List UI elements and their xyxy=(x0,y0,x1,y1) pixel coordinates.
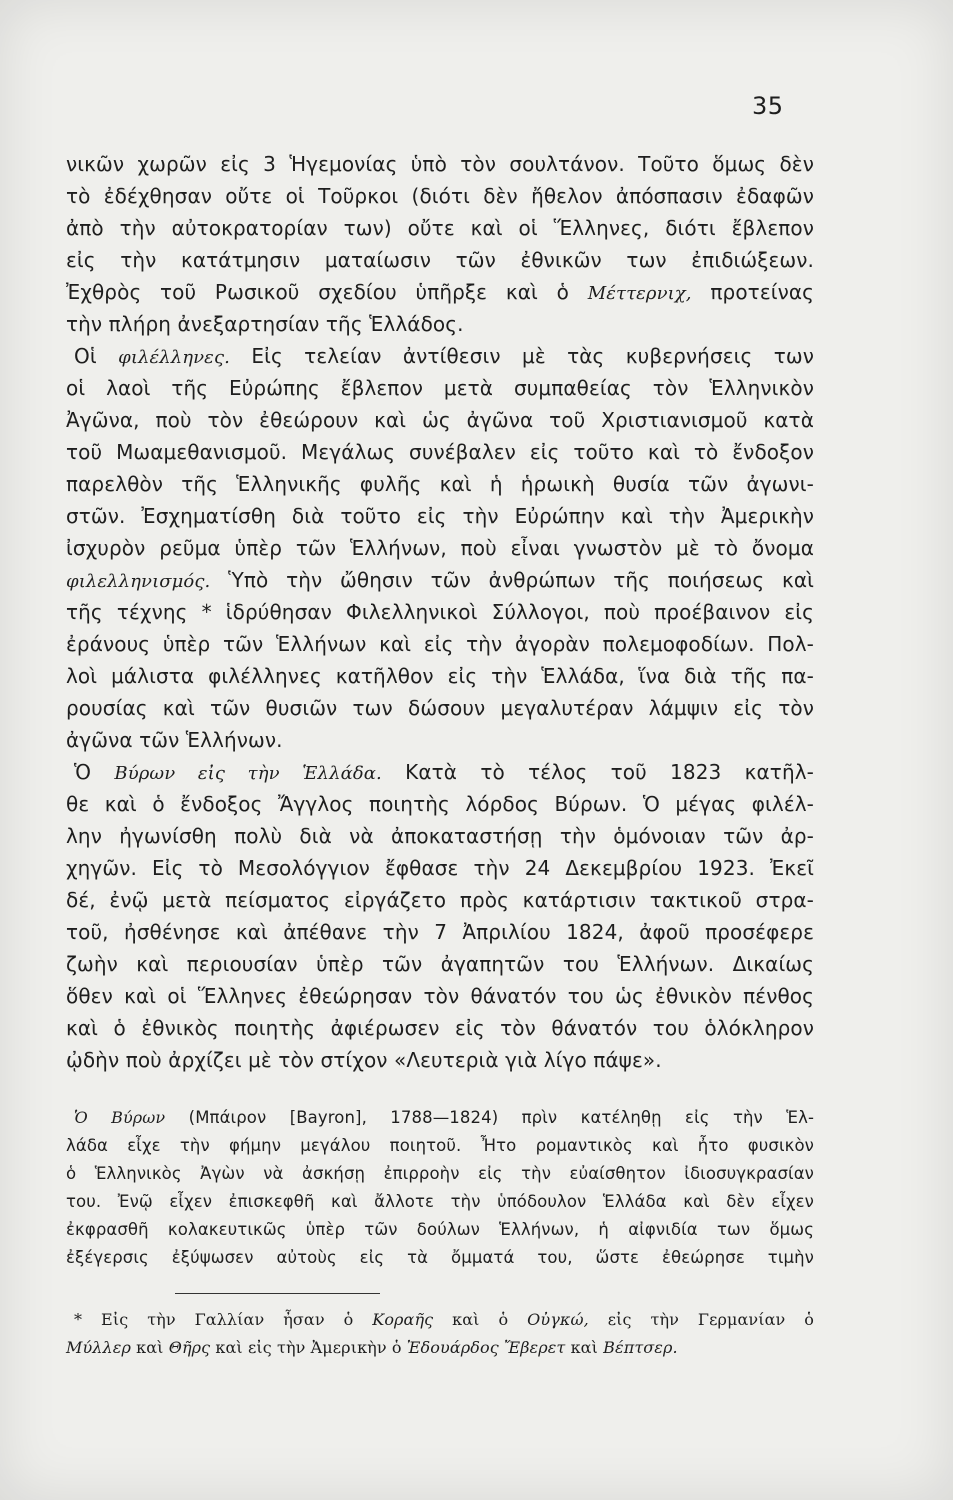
text-line: ἐράνους ὑπὲρ τῶν Ἑλλήνων καὶ εἰς τὴν ἀγορὰν πολεμοφοδίων. Πολ- xyxy=(66,632,814,656)
text-line: παρελθὸν τῆς Ἑλληνικῆς φυλῆς καὶ ἡ ἡρωικὴ θυσία τῶν ἀγωνι- xyxy=(66,472,814,496)
text-line: οἱ λαοὶ τῆς Εὐρώπης ἔβλεπον μετὰ συμπαθείας τὸν Ἑλληνικὸν xyxy=(66,376,814,400)
text-line: καὶ ὁ ἐθνικὸς ποιητὴς ἀφιέρωσεν εἰς τὸν θάνατόν του ὁλόκληρον xyxy=(66,1016,814,1040)
footnote-line xyxy=(66,1306,814,1334)
note-line: λάδα εἶχε τὴν φήμην μεγάλου ποιητοῦ. Ἦτο ρομαντικὸς καὶ ἦτο φυσικὸν xyxy=(66,1136,814,1155)
text-line: ὅθεν καὶ οἱ Ἕλληνες ἐθεώρησαν τὸν θάνατόν του ὡς ἐθνικὸν πένθος xyxy=(66,984,814,1008)
text-line xyxy=(66,564,814,596)
text-run: καὶ ὁ xyxy=(452,1310,509,1329)
text-run: Οἱ xyxy=(74,344,97,368)
text-run: Ὑπὸ τὴν ὤθησιν τῶν ἀνθρώπων τῆς ποιήσεως καὶ xyxy=(228,568,814,592)
text-line: θε καὶ ὁ ἔνδοξος Ἄγγλος ποιητὴς λόρδος Βύρων. Ὁ μέγας φιλέλ- xyxy=(66,792,814,816)
note-heading: Ὁ Βύρων xyxy=(74,1108,166,1127)
page-number: 35 xyxy=(752,92,784,120)
text-line: τὴν πλήρη ἀνεξαρτησίαν τῆς Ἑλλάδος. xyxy=(66,312,464,336)
text-line xyxy=(66,756,814,788)
footnote-line xyxy=(66,1334,814,1362)
text-line: ἀγῶνα τῶν Ἑλλήνων. xyxy=(66,728,283,752)
text-line: ἰσχυρὸν ρεῦμα ὑπὲρ τῶν Ἑλλήνων, ποὺ εἶναι γνωστὸν μὲ τὸ ὄνομα xyxy=(66,536,814,560)
footnote-divider xyxy=(175,1293,380,1294)
text-line: ζωὴν καὶ περιουσίαν ὑπὲρ τῶν ἀγαπητῶν του Ἑλλήνων. Δικαίως xyxy=(66,952,814,976)
text-run: (Μπάιρον [Bayron], 1788—1824) πρὶν κατέληθῃ εἰς τὴν Ἑλ- xyxy=(188,1108,815,1127)
name-hugo: Οὐγκώ, xyxy=(527,1310,589,1329)
section-heading-byron: Βύρων εἰς τὴν Ἑλλάδα. xyxy=(114,763,382,784)
text-line: ρουσίας καὶ τῶν θυσιῶν των δώσουν μεγαλυτέραν λάμψιν εἰς τὸν xyxy=(66,696,814,720)
text-line: εἰς τὴν κατάτμησιν ματαίωσιν τῶν ἐθνικῶν των ἐπιδιώξεων. xyxy=(66,248,814,272)
text-run: Ὁ xyxy=(74,760,92,784)
note-line: ἐκφρασθῆ κολακευτικῶς ὑπὲρ τῶν δούλων Ἑλλήνων, ἡ αἰφνιδία των ὅμως xyxy=(66,1220,814,1239)
text-line: στῶν. Ἐσχηματίσθη διὰ τοῦτο εἰς τὴν Εὐρώπην καὶ τὴν Ἀμερικὴν xyxy=(66,504,814,528)
text-run: καὶ xyxy=(570,1338,598,1357)
note-line: ὁ Ἑλληνικὸς Ἀγὼν νὰ ἀσκήσῃ ἐπιρροὴν εἰς τὴν εὐαίσθητον ἰδιοσυγκρασίαν xyxy=(66,1164,814,1183)
text-run: καὶ εἰς τὴν Ἀμερικὴν ὁ xyxy=(215,1338,402,1357)
text-run: προτείνας xyxy=(710,280,814,304)
text-line: λην ἠγωνίσθη πολὺ διὰ νὰ ἀποκαταστήσῃ τὴν ὁμόνοιαν τῶν ἀρ- xyxy=(66,824,814,848)
text-run: Εἰς τελείαν ἀντίθεσιν μὲ τὰς κυβερνήσεις των xyxy=(251,344,814,368)
term-philhellenism: φιλελληνισμός. xyxy=(66,571,211,592)
name-edward: Ἐδουάρδος xyxy=(406,1338,499,1357)
text-line: χηγῶν. Εἰς τὸ Μεσολόγγιον ἔφθασε τὴν 24 Δεκεμβρίου 1923. Ἐκεῖ xyxy=(66,856,814,880)
name-beecher: Βέπτσερ. xyxy=(603,1338,678,1357)
text-line: ἀπὸ τὴν αὐτοκρατορίαν των) οὔτε καὶ οἱ Ἕλληνες, διότι ἔβλεπον xyxy=(66,216,814,240)
text-run: εἰς τὴν Γερμανίαν ὁ xyxy=(607,1310,814,1329)
text-run: * Εἰς τὴν Γαλλίαν ἦσαν ὁ xyxy=(74,1310,354,1329)
text-line: τὸ ἐδέχθησαν οὔτε οἱ Τοῦρκοι (διότι δὲν ἤθελον ἀπόσπασιν ἐδαφῶν xyxy=(66,184,814,208)
name-korais: Κοραῆς xyxy=(372,1310,434,1329)
text-line xyxy=(66,276,814,308)
name-thiers: Θῆρς xyxy=(168,1338,211,1357)
section-heading-philhellenes: φιλέλληνες. xyxy=(118,347,230,368)
text-line: νικῶν χωρῶν εἰς 3 Ἡγεμονίας ὑπὸ τὸν σουλτάνον. Τοῦτο ὅμως δὲν xyxy=(66,152,814,176)
text-run: Κατὰ τὸ τέλος τοῦ 1823 κατῆλ- xyxy=(405,760,814,784)
note-line: ἐξέγερσις ἐξύψωσεν αὐτοὺς εἰς τὰ ὄμματά του, ὥστε ἐθεώρησε τιμὴν xyxy=(66,1248,814,1267)
text-line: λοὶ μάλιστα φιλέλληνες κατῆλθον εἰς τὴν Ἑλλάδα, ἵνα διὰ τῆς πα- xyxy=(66,664,814,688)
text-line: τοῦ Μωαμεθανισμοῦ. Μεγάλως συνέβαλεν εἰς τοῦτο καὶ τὸ ἔνδοξον xyxy=(66,440,814,464)
name-everett: Ἔβερετ xyxy=(503,1338,566,1357)
name-metternich: Μέττερνιχ, xyxy=(587,283,692,304)
note-line xyxy=(66,1104,814,1132)
name-muller: Μύλλερ xyxy=(66,1338,131,1357)
byron-note xyxy=(66,1104,814,1272)
text-line: τῆς τέχνης * ἱδρύθησαν Φιλελληνικοὶ Σύλλογοι, ποὺ προέβαινον εἰς xyxy=(66,600,814,624)
text-run: Ἐχθρὸς τοῦ Ρωσικοῦ σχεδίου ὑπῆρξε καὶ ὁ xyxy=(66,280,569,304)
note-line: του. Ἐνῷ εἶχεν ἐπισκεφθῆ καὶ ἄλλοτε τὴν ὑπόδουλον Ἑλλάδα καὶ δὲν εἶχεν xyxy=(66,1192,814,1211)
main-text xyxy=(66,148,814,1076)
text-run: καὶ xyxy=(136,1338,164,1357)
text-line xyxy=(66,340,814,372)
footnote xyxy=(66,1306,814,1362)
text-line: Ἀγῶνα, ποὺ τὸν ἐθεώρουν καὶ ὡς ἀγῶνα τοῦ Χριστιανισμοῦ κατὰ xyxy=(66,408,814,432)
text-line: ᾠδὴν ποὺ ἀρχίζει μὲ τὸν στίχον «Λευτεριὰ γιὰ λίγο πάψε». xyxy=(66,1048,662,1072)
text-line: τοῦ, ἠσθένησε καὶ ἀπέθανε τὴν 7 Ἀπριλίου 1824, ἀφοῦ προσέφερε xyxy=(66,920,814,944)
text-line: δέ, ἐνῷ μετὰ πείσματος εἰργάζετο πρὸς κατάρτισιν τακτικοῦ στρα- xyxy=(66,888,814,912)
